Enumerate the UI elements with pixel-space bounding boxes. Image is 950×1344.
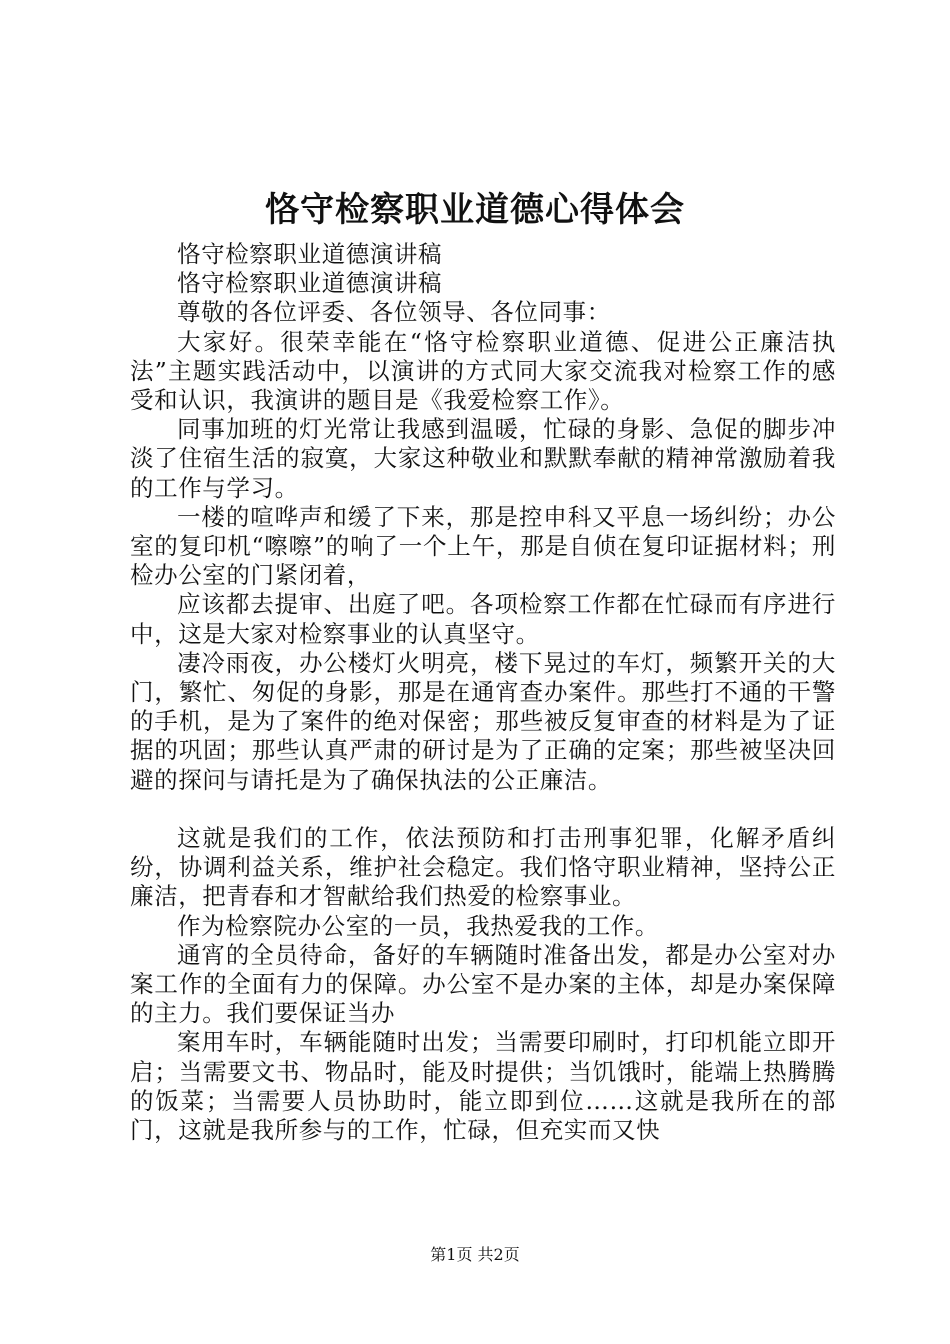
body-paragraph: 这就是我们的工作，依法预防和打击刑事犯罪，化解矛盾纠纷，协调利益关系，维护社会稳定。我们恪守职业精神，坚持公正廉洁，把青春和才智献给我们热爱的检察事业。	[130, 824, 836, 911]
body-paragraph: 通宵的全员待命，备好的车辆随时准备出发，都是办公室对办案工作的全面有力的保障。办公室不是办案的主体，却是办案保障的主力。我们要保证当办	[130, 940, 836, 1028]
paragraph-spacer	[130, 795, 836, 824]
page-title: 恪守检察职业道德心得体会	[265, 190, 685, 230]
body-paragraph: 应该都去提审、出庭了吧。各项检察工作都在忙碌而有序进行中，这是大家对检察事业的认真坚守。	[130, 590, 836, 648]
body-paragraph: 凄冷雨夜，办公楼灯火明亮，楼下晃过的车灯，频繁开关的大门，繁忙、匆促的身影，那是在通宵查办案件。那些打不通的干警的手机，是为了案件的绝对保密；那些被反复审查的材料是为了证据的巩固；那些认真严肃的研讨是为了正确的定案；那些被坚决回避的探问与请托是为了确保执法的公正廉洁。	[130, 648, 836, 794]
body-paragraph: 一楼的喧哗声和缓了下来，那是控申科又平息一场纠纷；办公室的复印机“嚓嚓”的响了一个上午，那是自侦在复印证据材料；刑检办公室的门紧闭着，	[130, 502, 836, 590]
body-paragraph: 案用车时，车辆能随时出发；当需要印刷时，打印机能立即开启；当需要文书、物品时，能及时提供；当饥饿时，能端上热腾腾的饭菜；当需要人员协助时，能立即到位……这就是我所在的部门，这就是我所参与的工作，忙碌，但充实而又快	[130, 1028, 836, 1145]
subtitle-line: 恪守检察职业道德演讲稿	[177, 240, 443, 268]
page-number-footer: 第1页 共2页	[430, 1245, 520, 1264]
body-paragraph: 作为检察院办公室的一员，我热爱我的工作。	[177, 911, 659, 940]
subtitle-line: 恪守检察职业道德演讲稿	[177, 269, 443, 298]
body-paragraph: 同事加班的灯光常让我感到温暖，忙碌的身影、急促的脚步冲淡了住宿生活的寂寞，大家这种敬业和默默奉献的精神常激励着我的工作与学习。	[130, 415, 836, 502]
body-paragraph: 大家好。很荣幸能在“恪守检察职业道德、促进公正廉洁执法”主题实践活动中，以演讲的方式同大家交流我对检察工作的感受和认识，我演讲的题目是《我爱检察工作》。	[130, 327, 836, 415]
salutation: 尊敬的各位评委、各位领导、各位同事：	[177, 298, 611, 327]
document-body	[130, 240, 836, 1145]
